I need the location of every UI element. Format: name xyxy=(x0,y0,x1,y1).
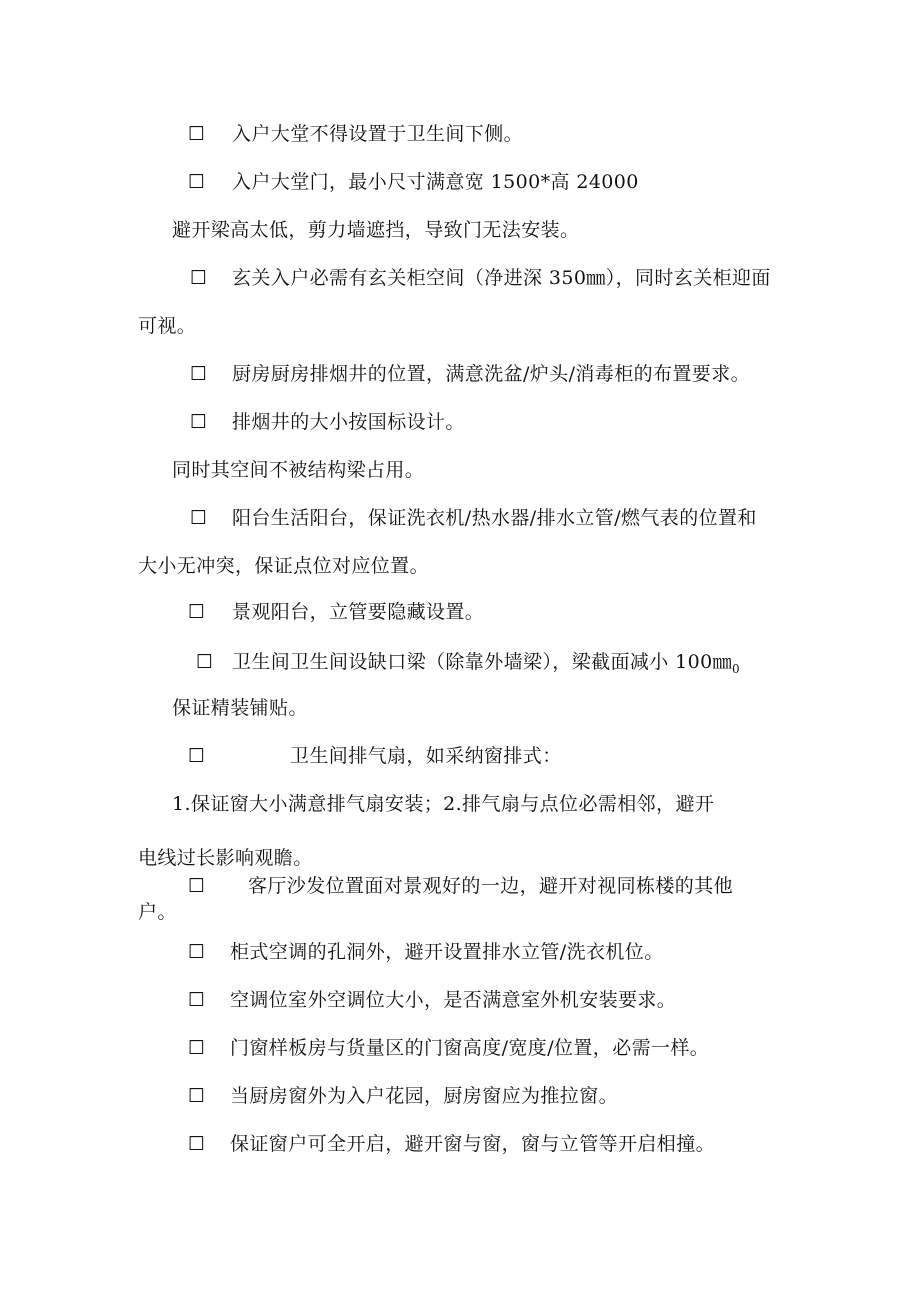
checklist-item-text xyxy=(232,650,740,681)
checklist-item-text: 卫生间排气扇，如采纳窗排式： xyxy=(290,745,562,767)
checklist-item-text: 阳台生活阳台，保证洗衣机/热水器/排水立管/燃气表的位置和 xyxy=(232,507,757,529)
checkbox-icon[interactable]: ☐ xyxy=(188,171,206,193)
checkbox-icon[interactable]: ☐ xyxy=(190,363,208,385)
checklist-item-main: 卫生间卫生间设缺口梁（除靠外墙梁），梁截面减小 100㎜ xyxy=(232,651,733,673)
checklist-item-text: 玄关入户必需有玄关柜空间（净进深 350㎜），同时玄关柜迎面 xyxy=(232,267,771,289)
checklist-item-text: 门窗样板房与货量区的门窗高度/宽度/位置，必需一样。 xyxy=(230,1037,710,1059)
checklist-item-text: 当厨房窗外为入户花园，厨房窗应为推拉窗。 xyxy=(230,1085,619,1107)
checklist-item-continuation: 1.保证窗大小满意排气扇安装；2.排气扇与点位必需相邻，避开 xyxy=(172,793,715,815)
checklist-item-text: 入户大堂门，最小尺寸满意宽 1500*高 24000 xyxy=(232,171,639,193)
checkbox-icon[interactable]: ☐ xyxy=(188,745,206,767)
checklist-item-text: 入户大堂不得设置于卫生间下侧。 xyxy=(232,123,524,145)
checkbox-icon[interactable]: ☐ xyxy=(188,1037,206,1059)
checkbox-icon[interactable]: ☐ xyxy=(188,941,206,963)
checklist-item-continuation: 避开梁高太低，剪力墙遮挡，导致门无法安装。 xyxy=(172,219,580,241)
checklist-item-continuation: 电线过长影响观瞻。 xyxy=(138,847,313,869)
checkbox-icon[interactable]: ☐ xyxy=(188,123,206,145)
checkbox-icon[interactable]: ☐ xyxy=(188,989,206,1011)
checkbox-icon[interactable]: ☐ xyxy=(188,875,206,897)
checklist-item-continuation: 保证精装铺贴。 xyxy=(172,697,308,719)
checkbox-icon[interactable]: ☐ xyxy=(196,651,214,673)
checkbox-icon[interactable]: ☐ xyxy=(188,1133,206,1155)
checkbox-icon[interactable]: ☐ xyxy=(188,1085,206,1107)
checklist-item-continuation: 户。 xyxy=(138,901,177,923)
checklist-item-text: 保证窗户可全开启，避开窗与窗，窗与立管等开启相撞。 xyxy=(230,1133,716,1155)
checklist-item-text: 排烟井的大小按国标设计。 xyxy=(232,411,465,433)
checklist-item-continuation: 可视。 xyxy=(138,315,197,337)
checklist-item-text: 客厅沙发位置面对景观好的一边，避开对视同栋楼的其他 xyxy=(248,875,734,897)
checklist-item-text: 厨房厨房排烟井的位置，满意洗盆/炉头/消毒柜的布置要求。 xyxy=(232,363,751,385)
checkbox-icon[interactable]: ☐ xyxy=(188,601,206,623)
checkbox-icon[interactable]: ☐ xyxy=(190,507,208,529)
checklist-item-continuation: 同时其空间不被结构梁占用。 xyxy=(172,459,425,481)
checklist-item-subscript: 0 xyxy=(732,662,741,676)
checkbox-icon[interactable]: ☐ xyxy=(190,267,208,289)
checklist-item-continuation: 大小无冲突，保证点位对应位置。 xyxy=(138,555,430,577)
checklist-item-text: 空调位室外空调位大小，是否满意室外机安装要求。 xyxy=(230,989,677,1011)
checklist-item-text: 景观阳台，立管要隐藏设置。 xyxy=(232,601,485,623)
checkbox-icon[interactable]: ☐ xyxy=(190,411,208,433)
checklist-item-text: 柜式空调的孔洞外，避开设置排水立管/洗衣机位。 xyxy=(230,941,664,963)
